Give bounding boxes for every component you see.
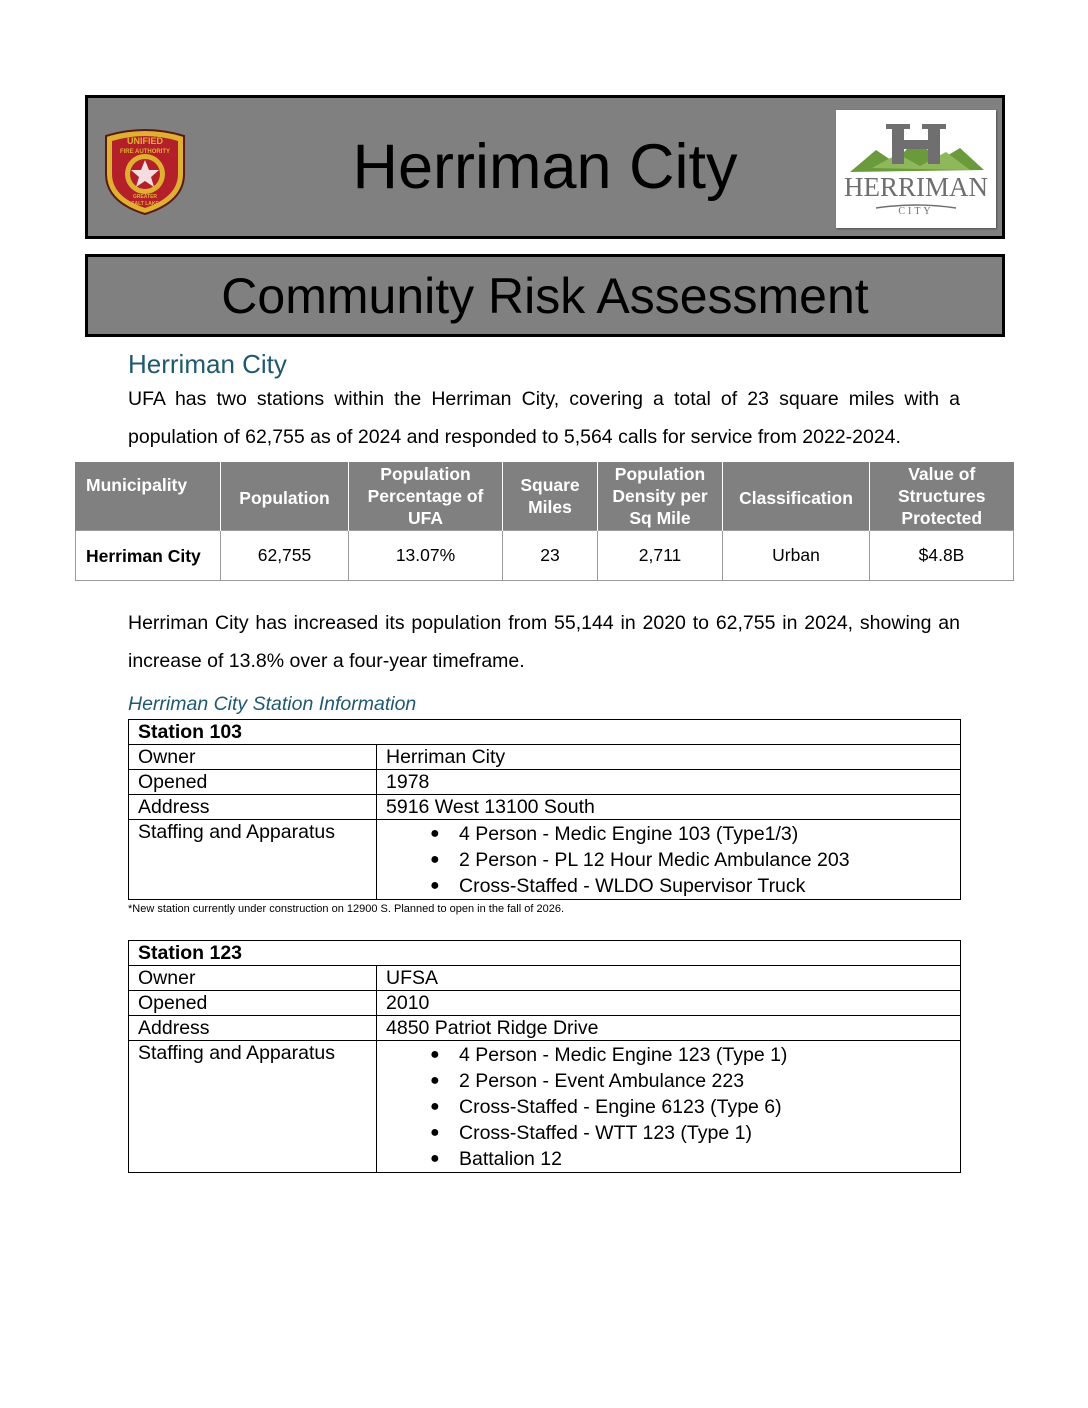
growth-paragraph: Herriman City has increased its population from 55,144 in 2020 to 62,755 in 2024, showing an increase of 13.8% over a four-year timeframe. [128, 612, 960, 672]
col-header: Population Density per Sq Mile [598, 462, 723, 531]
page-title: Herriman City [352, 132, 738, 202]
col-header: Square Miles [503, 462, 598, 531]
herriman-logo-word: HERRIMAN [843, 172, 989, 202]
table-row [129, 991, 961, 1016]
station-footnote: *New station currently under construction on 12900 S. Planned to open in the fall of 2026. [128, 903, 565, 915]
col-header: Municipality [76, 462, 221, 531]
herriman-logo-icon [836, 110, 996, 228]
bullet-icon: ● [430, 1124, 440, 1141]
row-label: Owner [129, 966, 377, 991]
station-table [128, 940, 961, 1173]
station-name-row [129, 720, 961, 745]
staffing-item: 4 Person - Medic Engine 103 (Type1/3) [459, 823, 799, 845]
bullet-icon: ● [430, 1046, 440, 1063]
staffing-item: 4 Person - Medic Engine 123 (Type 1) [459, 1044, 788, 1066]
bullet-icon: ● [430, 1150, 440, 1167]
table-row [129, 1016, 961, 1041]
list-item [430, 1146, 951, 1172]
subtitle-banner [85, 254, 1005, 337]
row-label: Address [129, 795, 377, 820]
row-value: 2010 [377, 991, 961, 1016]
col-header: Population Percentage of UFA [349, 462, 503, 531]
staffing-item: Battalion 12 [459, 1148, 562, 1170]
table-header-row [76, 462, 1014, 531]
table-row [129, 795, 961, 820]
list-item [430, 847, 951, 873]
ufa-badge-word-4: SALT LAKE [131, 201, 159, 207]
row-value: 1978 [377, 770, 961, 795]
row-label: Opened [129, 991, 377, 1016]
table-row [129, 770, 961, 795]
bullet-icon: ● [430, 825, 440, 842]
table-cell: Urban [723, 531, 870, 581]
title-banner [85, 95, 1005, 239]
station-info-heading: Herriman City Station Information [128, 693, 417, 715]
document-subtitle: Community Risk Assessment [221, 268, 869, 324]
bullet-icon: ● [430, 1072, 440, 1089]
staffing-item: 2 Person - Event Ambulance 223 [459, 1070, 745, 1092]
list-item [430, 821, 951, 847]
row-label: Staffing and Apparatus [129, 1041, 377, 1173]
col-header: Classification [723, 462, 870, 531]
table-cell: Herriman City [76, 531, 221, 581]
herriman-logo-sub: CITY [898, 206, 934, 217]
list-item [430, 1094, 951, 1120]
table-cell: 23 [503, 531, 598, 581]
staffing-item: Cross-Staffed - Engine 6123 (Type 6) [459, 1096, 782, 1118]
col-header: Population [221, 462, 349, 531]
staffing-item: Cross-Staffed - WLDO Supervisor Truck [459, 875, 806, 897]
table-row [129, 745, 961, 770]
row-label: Staffing and Apparatus [129, 820, 377, 900]
intro-paragraph: UFA has two stations within the Herriman City, covering a total of 23 square miles with a population of 62,755 as of 2024 and responded to 5,564 calls for service from 2022-2024. [128, 388, 960, 448]
table-row [129, 966, 961, 991]
row-label: Address [129, 1016, 377, 1041]
table-cell: 62,755 [221, 531, 349, 581]
row-value: 5916 West 13100 South [377, 795, 961, 820]
staffing-list [386, 821, 951, 899]
ufa-badge-word-1: UNIFIED [127, 136, 163, 146]
section-heading: Herriman City [128, 349, 287, 379]
table-row [76, 531, 1014, 581]
row-value: UFSA [377, 966, 961, 991]
staffing-item: 2 Person - PL 12 Hour Medic Ambulance 203 [459, 849, 850, 871]
table-cell: 2,711 [598, 531, 723, 581]
table-cell: 13.07% [349, 531, 503, 581]
list-item [430, 1042, 951, 1068]
station-name-row [129, 941, 961, 966]
bullet-icon: ● [430, 1098, 440, 1115]
list-item [430, 873, 951, 899]
col-header: Value of Structures Protected [870, 462, 1014, 531]
bullet-icon: ● [430, 877, 440, 894]
ufa-badge-word-2: FIRE AUTHORITY [119, 149, 171, 155]
row-value: Herriman City [377, 745, 961, 770]
ufa-badge-word-3: GREATER [132, 194, 158, 200]
table-row [129, 820, 961, 900]
staffing-item: Cross-Staffed - WTT 123 (Type 1) [459, 1122, 752, 1144]
row-value: 4850 Patriot Ridge Drive [377, 1016, 961, 1041]
list-item [430, 1120, 951, 1146]
list-item [430, 1068, 951, 1094]
row-label: Opened [129, 770, 377, 795]
station-table [128, 719, 961, 900]
station-name: Station 103 [129, 720, 961, 745]
table-row [129, 1041, 961, 1173]
table-cell: $4.8B [870, 531, 1014, 581]
station-name: Station 123 [129, 941, 961, 966]
municipality-stats-table [75, 462, 1014, 581]
staffing-list [386, 1042, 951, 1172]
row-label: Owner [129, 745, 377, 770]
bullet-icon: ● [430, 851, 440, 868]
